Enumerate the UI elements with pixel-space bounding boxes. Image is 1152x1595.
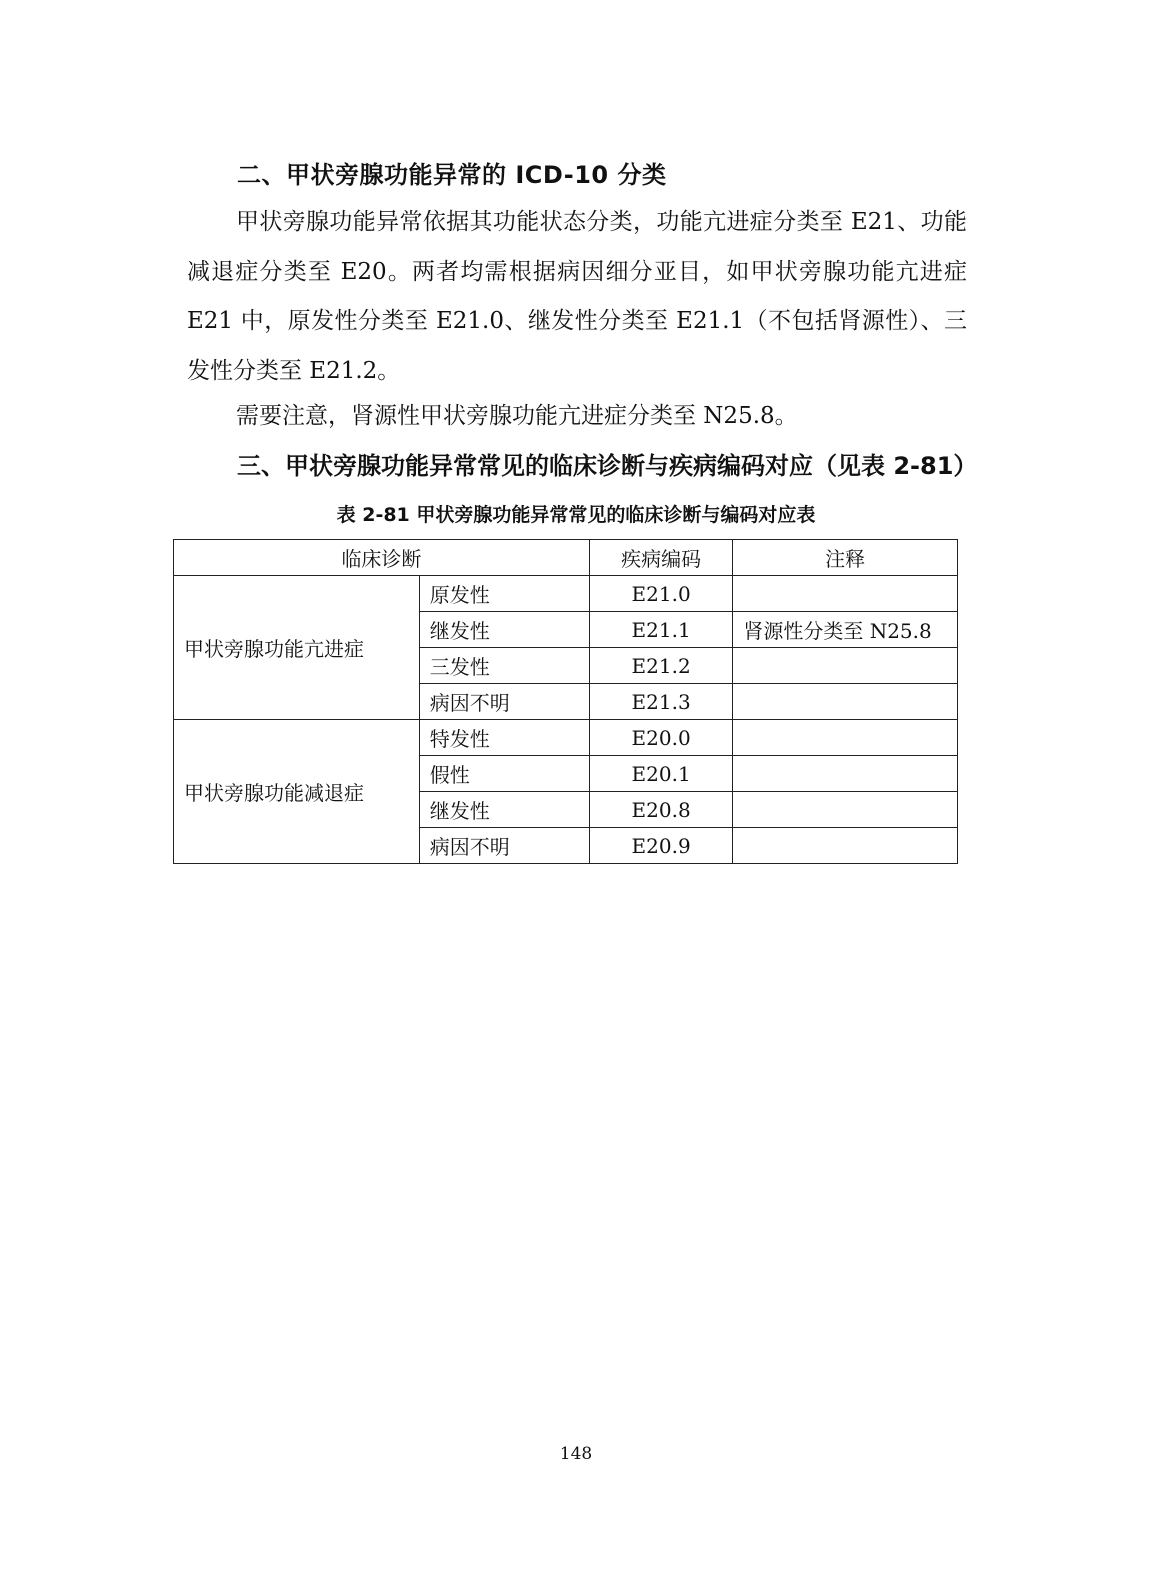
note-cell xyxy=(733,828,958,864)
page-number: 148 xyxy=(559,1444,593,1464)
group-name: 甲状旁腺功能亢进症 xyxy=(174,576,420,720)
subtype-cell: 病因不明 xyxy=(419,828,589,864)
subtype-cell: 假性 xyxy=(419,756,589,792)
code-cell: E20.9 xyxy=(589,828,732,864)
note-cell xyxy=(733,648,958,684)
subtype-cell: 继发性 xyxy=(419,792,589,828)
table-row xyxy=(174,720,958,756)
note-cell xyxy=(733,576,958,612)
paragraph-classification: 甲状旁腺功能异常依据其功能状态分类，功能亢进症分类至 E21、功能减退症分类至 E20。两者均需根据病因细分亚目，如甲状旁腺功能亢进症 E21 中，原发性分类至 E21.0、继发性分类至 E21.1（不包括肾源性）、三发性分类至 E21.2。 xyxy=(187,209,967,384)
header-diagnosis: 临床诊断 xyxy=(174,540,590,576)
subtype-cell: 病因不明 xyxy=(419,684,589,720)
paragraph-note: 需要注意，肾源性甲状旁腺功能亢进症分类至 N25.8。 xyxy=(236,403,798,429)
note-cell xyxy=(733,756,958,792)
code-cell: E21.3 xyxy=(589,684,732,720)
code-cell: E21.1 xyxy=(589,612,732,648)
subtype-cell: 三发性 xyxy=(419,648,589,684)
code-cell: E20.1 xyxy=(589,756,732,792)
note-cell xyxy=(733,720,958,756)
section-heading-icd10: 二、甲状旁腺功能异常的 ICD-10 分类 xyxy=(237,161,667,189)
subtype-cell: 特发性 xyxy=(419,720,589,756)
subtype-cell: 继发性 xyxy=(419,612,589,648)
group-name: 甲状旁腺功能减退症 xyxy=(174,720,420,864)
diagnosis-code-table xyxy=(173,539,958,864)
code-cell: E20.0 xyxy=(589,720,732,756)
header-note: 注释 xyxy=(733,540,958,576)
note-cell: 肾源性分类至 N25.8 xyxy=(733,612,958,648)
note-cell xyxy=(733,792,958,828)
code-cell: E21.0 xyxy=(589,576,732,612)
section-heading-mapping: 三、甲状旁腺功能异常常见的临床诊断与疾病编码对应（见表 2-81） xyxy=(237,452,978,480)
header-code: 疾病编码 xyxy=(589,540,732,576)
code-cell: E20.8 xyxy=(589,792,732,828)
table-header-row xyxy=(174,540,958,576)
table-caption: 表 2-81 甲状旁腺功能异常常见的临床诊断与编码对应表 xyxy=(336,504,816,526)
code-cell: E21.2 xyxy=(589,648,732,684)
subtype-cell: 原发性 xyxy=(419,576,589,612)
note-cell xyxy=(733,684,958,720)
table-row xyxy=(174,576,958,612)
